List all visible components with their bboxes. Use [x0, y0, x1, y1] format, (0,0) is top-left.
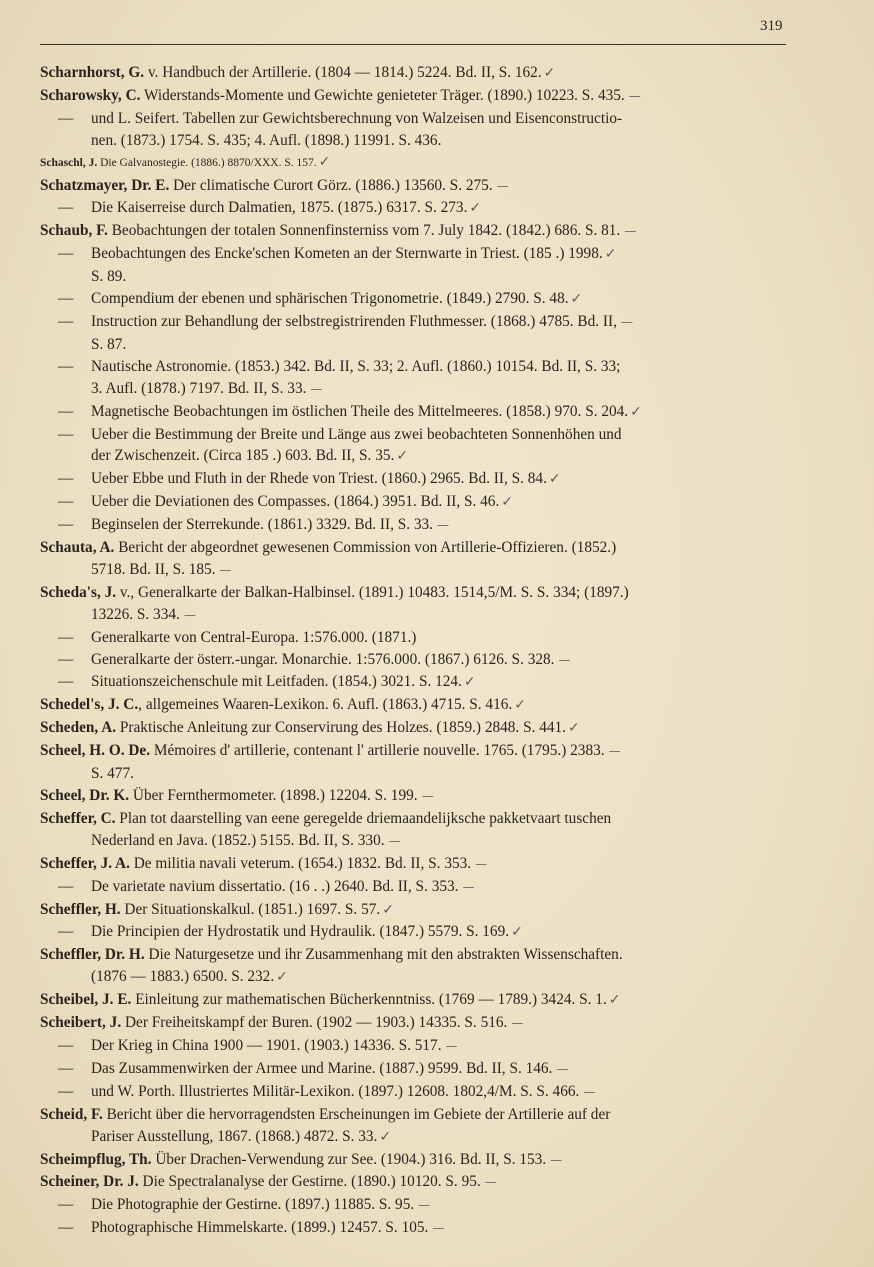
catalog-entry [40, 944, 790, 966]
ditto-dash: — [58, 290, 74, 308]
catalog-entry [40, 808, 790, 830]
ditto-dash: — [58, 877, 74, 895]
entry-text: Scharnhorst, G. v. Handbuch der Artillerie. (1804 — 1814.) 5224. Bd. II, S. 162. [40, 64, 542, 81]
catalog-subentry [40, 108, 790, 130]
catalog-subentry [40, 649, 790, 672]
pencil-dash-mark: — [183, 607, 196, 622]
pencil-dash-mark: — [219, 562, 232, 577]
entry-text: Die Kaiserreise durch Dalmatien, 1875. (1875.) 6317. S. 273. [91, 199, 468, 217]
checkmark-icon: ✓ [548, 471, 561, 488]
ditto-dash: — [58, 673, 74, 691]
catalog-entry [40, 899, 790, 922]
catalog-subentry [40, 1081, 790, 1104]
catalog-subentry [40, 627, 790, 649]
checkmark-icon: ✓ [396, 448, 409, 465]
entry-text: und W. Porth. Illustriertes Militär-Lexikon. (1897.) 12608. 1802,4/M. S. S. 466. [91, 1082, 580, 1100]
catalog-entry-continuation [40, 559, 790, 582]
entry-text: Scheffer, J. A. De militia navali veterum. (1654.) 1832. Bd. II, S. 353. [40, 854, 472, 872]
entry-text: Schatzmayer, Dr. E. Der climatische Curort Görz. (1886.) 13560. S. 275. [40, 176, 493, 194]
ditto-dash: — [58, 650, 74, 668]
catalog-subentry [40, 514, 790, 537]
pencil-dash-mark: — [421, 789, 434, 803]
checkmark-icon: ✓ [511, 924, 523, 941]
catalog-entry-continuation [40, 763, 790, 785]
checkmark-icon: ✓ [501, 494, 514, 511]
catalog-entry-continuation [40, 830, 790, 853]
entry-text: Generalkarte von Central-Europa. 1:576.000. (1871.) [91, 628, 417, 646]
ditto-dash: — [58, 923, 74, 941]
entry-text: und L. Seifert. Tabellen zur Gewichtsberechnung von Walzeisen und Eisenconstructio- [91, 109, 623, 127]
ditto-dash: — [58, 493, 74, 511]
catalog-subentry [40, 197, 790, 220]
ditto-dash: — [58, 245, 74, 263]
entry-text: S. 477. [91, 765, 134, 783]
catalog-entry [40, 1012, 790, 1035]
ditto-dash: — [58, 109, 74, 127]
entry-text: Scheibel, J. E. Einleitung zur mathematischen Bücherkenntniss. (1769 — 1789.) 3424. S. 1. [40, 991, 607, 1009]
entry-text: 3. Aufl. (1878.) 7197. Bd. II, S. 33. [91, 379, 307, 397]
entry-text: Die Photographie der Gestirne. (1897.) 11885. S. 95. [91, 1196, 415, 1214]
catalog-subentry [40, 468, 790, 491]
catalog-entry-continuation [40, 1126, 790, 1149]
checkmark-icon: ✓ [630, 403, 642, 420]
entry-text: S. 89. [91, 268, 127, 286]
checkmark-icon: ✓ [570, 291, 583, 308]
pencil-dash-mark: — [432, 1221, 445, 1236]
checkmark-icon: ✓ [608, 992, 621, 1009]
pencil-dash-mark: — [511, 1016, 524, 1031]
catalog-entry [40, 989, 790, 1012]
catalog-entry-continuation [40, 445, 790, 468]
pencil-dash-mark: — [620, 314, 633, 329]
ditto-dash: — [58, 1059, 74, 1077]
pencil-dash-mark: — [475, 856, 488, 871]
entry-text: Scheid, F. Bericht über die hervorragendsten Erscheinungen im Gebiete der Artillerie auf der [40, 1105, 611, 1123]
entry-text: Scheffler, Dr. H. Die Naturgesetze und ihr Zusammenhang mit den abstrakten Wissenschaften. [40, 946, 623, 964]
catalog-entry [40, 175, 790, 198]
ditto-dash: — [58, 516, 74, 534]
catalog-entry-continuation [40, 604, 790, 627]
catalog-entry [40, 1171, 790, 1194]
pencil-dash-mark: — [556, 1061, 569, 1076]
catalog-subentry [40, 401, 790, 424]
pencil-dash-mark: — [484, 1175, 497, 1190]
pencil-dash-mark: — [418, 1198, 431, 1213]
ditto-dash: — [58, 1196, 74, 1214]
catalog-subentry [40, 1217, 790, 1240]
checkmark-icon: ✓ [568, 720, 580, 737]
catalog-entry [40, 740, 790, 763]
checkmark-icon: ✓ [463, 674, 476, 691]
entry-text: Beobachtungen des Encke'schen Kometen an der Sternwarte in Triest. (185 .) 1998. [91, 245, 603, 263]
catalog-entry [40, 537, 790, 559]
pencil-dash-mark: — [462, 879, 475, 894]
catalog-entry [40, 785, 790, 808]
checkmark-icon: ✓ [469, 200, 482, 217]
pencil-dash-mark: — [583, 1084, 596, 1099]
ditto-dash: — [58, 402, 74, 420]
pencil-dash-mark: — [437, 518, 449, 533]
catalog-entry [40, 582, 790, 604]
entry-text: Generalkarte der österr.-ungar. Monarchie. 1:576.000. (1867.) 6126. S. 328. [91, 650, 555, 668]
entry-text: Scheimpflug, Th. Über Drachen-Verwendung zur See. (1904.) 316. Bd. II, S. 153. [40, 1150, 547, 1168]
catalog-subentry [40, 1194, 790, 1217]
entry-text: Schedel's, J. C., allgemeines Waaren-Lexikon. 6. Aufl. (1863.) 4715. S. 416. [40, 696, 513, 714]
catalog-subentry [40, 491, 790, 514]
entry-text: Scheden, A. Praktische Anleitung zur Conservirung des Holzes. (1859.) 2848. S. 441. [40, 719, 566, 737]
entry-text: Scheibert, J. Der Freiheitskampf der Buren. (1902 — 1903.) 14335. S. 516. [40, 1014, 508, 1032]
catalog-subentry [40, 424, 790, 446]
pencil-dash-mark: — [624, 224, 637, 239]
catalog-subentry [40, 921, 790, 944]
entry-text: Ueber die Bestimmung der Breite und Länge aus zwei beobachteten Sonnenhöhen und [91, 425, 622, 443]
catalog-subentry [40, 356, 790, 378]
catalog-entry [40, 1104, 790, 1126]
catalog-subentry [40, 1058, 790, 1081]
catalog-subentry [40, 671, 790, 694]
checkmark-icon: ✓ [382, 901, 394, 918]
pencil-dash-mark: — [608, 744, 621, 759]
pencil-dash-mark: — [550, 1152, 563, 1167]
entry-text: (1876 — 1883.) 6500. S. 232. [91, 968, 275, 986]
checkmark-icon: ✓ [604, 246, 617, 263]
entry-text: Scheel, Dr. K. Über Fernthermometer. (1898.) 12204. S. 199. [40, 787, 418, 804]
checkmark-icon: ✓ [543, 65, 556, 81]
entry-text: Pariser Ausstellung, 1867. (1868.) 4872. S. 33. [91, 1127, 378, 1145]
entry-text: Scheffer, C. Plan tot daarstelling van eene geregelde driemaandelijksche pakketvaart tuschen [40, 809, 612, 827]
catalog-entry-continuation [40, 966, 790, 989]
entry-text: Instruction zur Behandlung der selbstregistrirenden Fluthmesser. (1868.) 4785. Bd. II, [91, 312, 617, 330]
entry-text: der Zwischenzeit. (Circa 185 .) 603. Bd. II, S. 35. [91, 447, 395, 465]
checkmark-icon: ✓ [514, 697, 526, 714]
catalog-entries [40, 62, 790, 1240]
entry-text: Beginselen der Sterrekunde. (1861.) 3329. Bd. II, S. 33. [91, 516, 433, 534]
entry-text: Schaschl, J. Die Galvanostegie. (1886.) 8870/XXX. S. 157. [40, 156, 317, 169]
catalog-subentry [40, 1035, 790, 1058]
entry-text: Die Principien der Hydrostatik und Hydraulik. (1847.) 5579. S. 169. [91, 923, 510, 941]
ditto-dash: — [58, 1082, 74, 1100]
entry-text: Scheel, H. O. De. Mémoires d' artillerie, contenant l' artillerie nouvelle. 1765. (1795.) 2383. [40, 742, 605, 760]
catalog-entry-continuation [40, 334, 790, 356]
entry-text: Das Zusammenwirken der Armee und Marine. (1887.) 9599. Bd. II, S. 146. [91, 1059, 553, 1077]
entry-text: De varietate navium dissertatio. (16 . .) 2640. Bd. II, S. 353. [91, 877, 459, 895]
ditto-dash: — [58, 1219, 74, 1237]
catalog-entry [40, 694, 790, 717]
entry-text: Nautische Astronomie. (1853.) 342. Bd. II, S. 33; 2. Aufl. (1860.) 10154. Bd. II, S. 33; [91, 357, 621, 375]
pencil-dash-mark: — [310, 381, 323, 396]
catalog-entry [40, 853, 790, 876]
catalog-entry [40, 85, 790, 108]
entry-text: Nederland en Java. (1852.) 5155. Bd. II, S. 330. [91, 831, 385, 849]
ditto-dash: — [58, 357, 74, 375]
catalog-entry-continuation [40, 378, 790, 401]
entry-text: Scheda's, J. v., Generalkarte der Balkan-Halbinsel. (1891.) 10483. 1514,5/M. S. S. 334; (1897.) [40, 583, 629, 601]
ditto-dash: — [58, 312, 74, 330]
entry-text: Ueber Ebbe und Fluth in der Rhede von Triest. (1860.) 2965. Bd. II, S. 84. [91, 470, 547, 488]
entry-text: Situationszeichenschule mit Leitfaden. (1854.) 3021. S. 124. [91, 673, 462, 691]
entry-text: Ueber die Deviationen des Compasses. (1864.) 3951. Bd. II, S. 46. [91, 493, 500, 511]
pencil-dash-mark: — [558, 652, 571, 667]
entry-text: 5718. Bd. II, S. 185. [91, 560, 216, 578]
catalog-entry-small [40, 152, 790, 175]
ditto-dash: — [58, 628, 74, 646]
checkmark-icon: ✓ [318, 153, 331, 170]
entry-text: Scheiner, Dr. J. Die Spectralanalyse der Gestirne. (1890.) 10120. S. 95. [40, 1173, 481, 1191]
catalog-subentry [40, 243, 790, 266]
entry-text: Schauta, A. Bericht der abgeordnet gewesenen Commission von Artillerie-Offizieren. (1852.) [40, 539, 617, 557]
catalog-subentry [40, 288, 790, 311]
catalog-entry-continuation [40, 266, 790, 288]
entry-text: Schaub, F. Beobachtungen der totalen Sonnenfinsterniss vom 7. July 1842. (1842.) 686. S. 81. [40, 222, 621, 240]
pencil-dash-mark: — [496, 178, 509, 193]
entry-text: Scharowsky, C. Widerstands-Momente und Gewichte genieteter Träger. (1890.) 10223. S. 435. [40, 86, 625, 104]
entry-text: Scheffler, H. Der Situationskalkul. (1851.) 1697. S. 57. [40, 900, 381, 918]
entry-text: Der Krieg in China 1900 — 1901. (1903.) 14336. S. 517. [91, 1036, 442, 1054]
page-number: 319 [760, 18, 783, 34]
entry-text: Magnetische Beobachtungen im östlichen Theile des Mittelmeeres. (1858.) 970. S. 204. [91, 402, 629, 420]
pencil-dash-mark: — [445, 1038, 458, 1053]
catalog-entry [40, 220, 790, 243]
catalog-subentry [40, 876, 790, 899]
catalog-entry [40, 1149, 790, 1172]
pencil-dash-mark: — [388, 833, 401, 848]
pencil-dash-mark: — [628, 88, 641, 103]
header-rule [40, 44, 786, 45]
ditto-dash: — [58, 470, 74, 488]
catalog-entry [40, 62, 790, 85]
ditto-dash: — [58, 1036, 74, 1054]
entry-text: S. 87. [91, 335, 127, 353]
entry-text: nen. (1873.) 1754. S. 435; 4. Aufl. (1898.) 11991. S. 436. [91, 131, 442, 149]
catalog-subentry [40, 311, 790, 334]
ditto-dash: — [58, 425, 74, 443]
catalog-entry [40, 717, 790, 740]
catalog-entry-continuation [40, 130, 790, 152]
checkmark-icon: ✓ [379, 1128, 392, 1145]
entry-text: Photographische Himmelskarte. (1899.) 12457. S. 105. [91, 1219, 429, 1237]
checkmark-icon: ✓ [276, 969, 288, 986]
entry-text: 13226. S. 334. [91, 605, 180, 623]
entry-text: Compendium der ebenen und sphärischen Trigonometrie. (1849.) 2790. S. 48. [91, 290, 569, 308]
ditto-dash: — [58, 199, 74, 217]
